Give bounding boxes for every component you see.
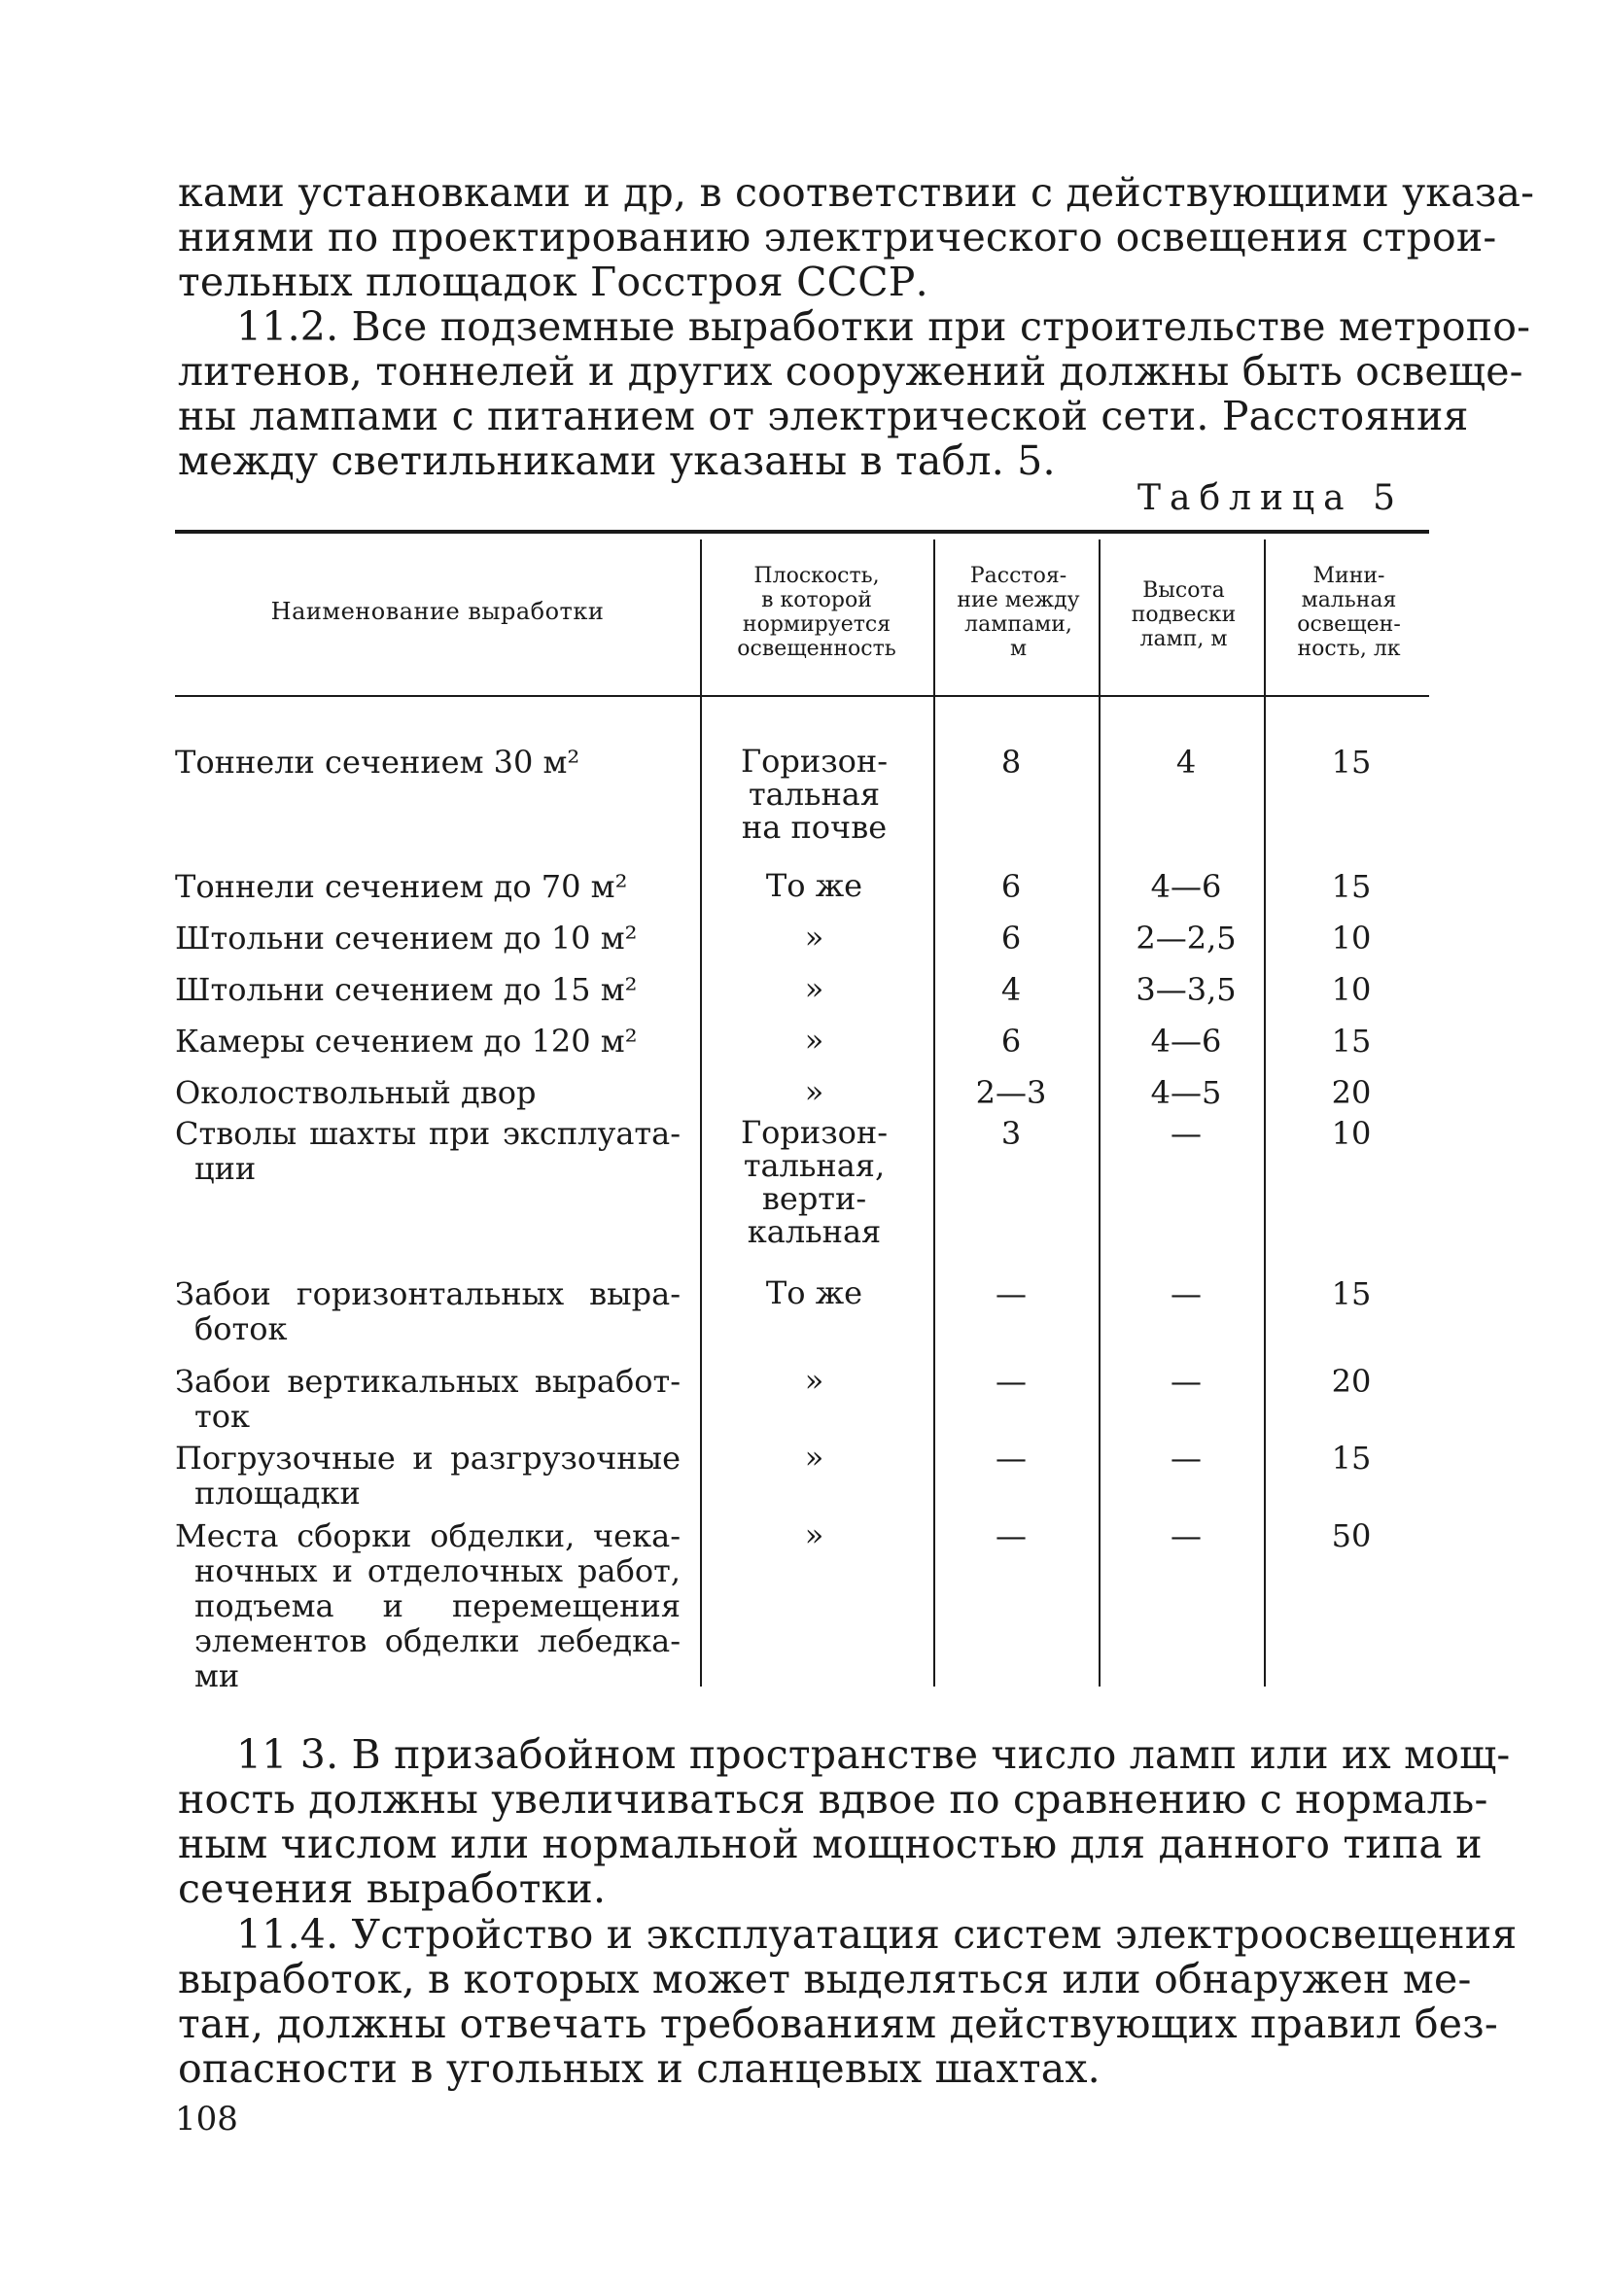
row-illuminance: 10 bbox=[1331, 1115, 1372, 1152]
row-height: 4—6 bbox=[1150, 868, 1222, 905]
row-name: Забои вертикальных выработ- ток bbox=[175, 1363, 681, 1435]
row-height: — bbox=[1171, 1275, 1202, 1312]
row-height: — bbox=[1171, 1115, 1202, 1152]
table-top-rule bbox=[175, 530, 1429, 534]
row-plane: Горизон- тальная на почве bbox=[740, 743, 889, 846]
paragraph-11-4 bbox=[178, 1911, 1518, 2092]
row-distance: 6 bbox=[1000, 1023, 1022, 1060]
row-name: Тоннели сечением до 70 м² bbox=[175, 868, 628, 905]
column-divider bbox=[1099, 539, 1101, 1687]
page-number: 108 bbox=[175, 2100, 238, 2139]
text-line: тельных площадок Госстроя СССР. bbox=[178, 259, 928, 305]
row-illuminance: 20 bbox=[1331, 1074, 1372, 1111]
column-divider bbox=[1264, 539, 1266, 1687]
text-line: опасности в угольных и сланцевых шахтах. bbox=[178, 2045, 1101, 2092]
text-line: 11 3. В призабойном пространстве число ламп или их мощ- bbox=[236, 1731, 1511, 1778]
paragraph-continuation bbox=[178, 169, 1535, 305]
table-header-rule bbox=[175, 695, 1429, 697]
row-height: 4—5 bbox=[1150, 1074, 1222, 1111]
row-height: — bbox=[1171, 1517, 1202, 1554]
row-plane: » bbox=[804, 1516, 824, 1553]
row-distance: 8 bbox=[1000, 744, 1022, 781]
text-line: ками установками и др, в соответствии с действующими указа- bbox=[178, 169, 1535, 216]
row-distance: — bbox=[996, 1363, 1027, 1400]
row-illuminance: 15 bbox=[1331, 868, 1372, 905]
row-distance: — bbox=[996, 1440, 1027, 1477]
row-name: Места сборки обделки, чека- ночных и отделочных работ, подъема и перемещения элементов обделки лебедка- ми bbox=[175, 1517, 681, 1694]
header-illuminance: Мини- мальная освещен- ность, лк bbox=[1297, 564, 1401, 661]
row-name: Стволы шахты при эксплуата- ции bbox=[175, 1115, 681, 1187]
table-caption: Таблица 5 bbox=[1137, 478, 1404, 518]
row-distance: 6 bbox=[1000, 868, 1022, 905]
text-line: 11.4. Устройство и эксплуатация систем электроосвещения bbox=[236, 1911, 1518, 1958]
row-distance: 3 bbox=[1000, 1115, 1022, 1152]
row-name: Тоннели сечением 30 м² bbox=[175, 744, 580, 781]
text-line: тан, должны отвечать требованиям действующих правил без- bbox=[178, 2000, 1498, 2047]
text-line: ны лампами с питанием от электрической сети. Расстояния bbox=[178, 393, 1469, 439]
row-plane: Горизон- тальная, верти- кальная bbox=[740, 1114, 889, 1250]
text-line: ным числом или нормальной мощностью для данного типа и bbox=[178, 1821, 1483, 1867]
row-height: 4 bbox=[1175, 744, 1197, 781]
row-height: — bbox=[1171, 1363, 1202, 1400]
row-height: 4—6 bbox=[1150, 1023, 1222, 1060]
row-plane: » bbox=[804, 1362, 824, 1399]
row-name: Камеры сечением до 120 м² bbox=[175, 1023, 638, 1060]
row-plane: » bbox=[804, 1439, 824, 1476]
row-name: Околоствольный двор bbox=[175, 1074, 537, 1111]
row-illuminance: 15 bbox=[1331, 1023, 1372, 1060]
paragraph-11-2 bbox=[178, 303, 1531, 484]
row-height: 3—3,5 bbox=[1136, 971, 1237, 1008]
row-height: 2—2,5 bbox=[1136, 920, 1237, 957]
row-name: Забои горизонтальных выра- боток bbox=[175, 1275, 681, 1347]
row-distance: — bbox=[996, 1517, 1027, 1554]
text-line: выработок, в которых может выделяться или обнаружен ме- bbox=[178, 1956, 1472, 2002]
text-line: 11.2. Все подземные выработки при строительстве метропо- bbox=[236, 303, 1531, 350]
row-plane: » bbox=[804, 1073, 824, 1110]
row-distance: 6 bbox=[1000, 920, 1022, 957]
row-height: — bbox=[1171, 1440, 1202, 1477]
row-distance: 2—3 bbox=[975, 1074, 1047, 1111]
row-plane: То же bbox=[765, 867, 863, 904]
column-divider bbox=[933, 539, 935, 1687]
paragraph-11-3 bbox=[178, 1731, 1511, 1912]
text-line: ность должны увеличиваться вдвое по сравнению с нормаль- bbox=[178, 1776, 1488, 1823]
row-plane: То же bbox=[765, 1274, 863, 1311]
row-illuminance: 10 bbox=[1331, 971, 1372, 1008]
row-illuminance: 50 bbox=[1331, 1517, 1372, 1554]
row-name: Штольни сечением до 15 м² bbox=[175, 971, 638, 1008]
text-line: сечения выработки. bbox=[178, 1865, 607, 1912]
row-plane: » bbox=[804, 1022, 824, 1059]
row-plane: » bbox=[804, 970, 824, 1007]
row-name: Штольни сечением до 10 м² bbox=[175, 920, 638, 957]
header-height: Высота подвески ламп, м bbox=[1131, 578, 1237, 651]
header-plane: Плоскость, в которой нормируется освещенность bbox=[737, 564, 896, 661]
row-name: Погрузочные и разгрузочные площадки bbox=[175, 1440, 681, 1512]
row-distance: 4 bbox=[1000, 971, 1022, 1008]
text-line: между светильниками указаны в табл. 5. bbox=[178, 437, 1056, 484]
header-name: Наименование выработки bbox=[270, 598, 605, 625]
row-illuminance: 15 bbox=[1331, 1275, 1372, 1312]
row-illuminance: 15 bbox=[1331, 744, 1372, 781]
text-line: литенов, тоннелей и других сооружений должны быть освеще- bbox=[178, 348, 1523, 395]
row-illuminance: 10 bbox=[1331, 920, 1372, 957]
column-divider bbox=[700, 539, 702, 1687]
header-distance: Расстоя- ние между лампами, м bbox=[957, 564, 1080, 661]
row-plane: » bbox=[804, 919, 824, 956]
row-illuminance: 20 bbox=[1331, 1363, 1372, 1400]
row-illuminance: 15 bbox=[1331, 1440, 1372, 1477]
row-distance: — bbox=[996, 1275, 1027, 1312]
text-line: ниями по проектированию электрического освещения строи- bbox=[178, 214, 1497, 261]
